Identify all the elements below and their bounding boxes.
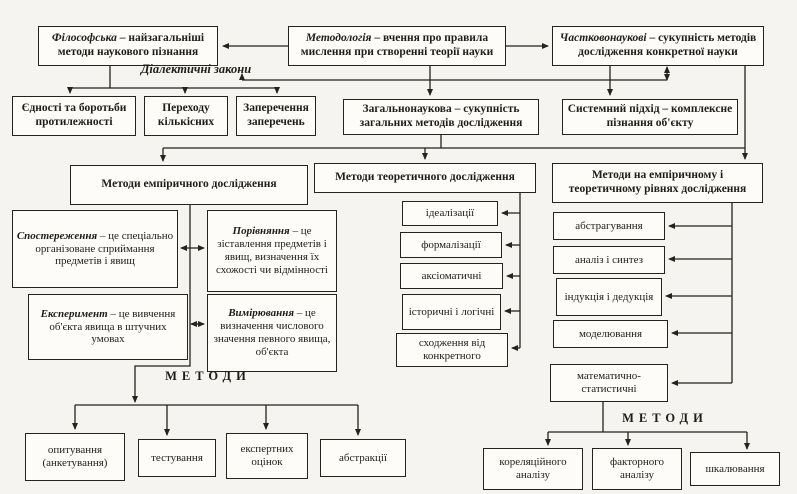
node-methodology-text: – вчення про правила мислення при створенні теорії науки xyxy=(300,32,494,58)
node-empirical-header xyxy=(70,165,308,205)
node-survey xyxy=(25,433,125,481)
node-analysis-synthesis xyxy=(553,246,665,274)
node-experiment-text: – це вивчення об'єкта явища в штучних умовах xyxy=(49,307,176,346)
node-expert-evaluation xyxy=(226,433,308,479)
node-philosophical xyxy=(38,26,218,66)
dialectic-laws-label: Діалектичні закони xyxy=(140,62,252,76)
node-ascent-from-concrete-text: сходження від конкретного xyxy=(418,337,486,362)
methods-label-right: МЕТОДИ xyxy=(622,411,708,425)
node-methodology xyxy=(288,26,506,66)
node-observation-text: – це спеціально організоване сприймання предметів і явищ xyxy=(35,229,174,268)
node-expert-evaluation-text: експертних оцінок xyxy=(240,443,294,468)
node-comparison xyxy=(207,210,337,292)
node-law-transition xyxy=(144,96,228,136)
node-specific-scientific-text: – сукупність методів дослідження конкретної науки xyxy=(578,32,757,58)
node-law-unity xyxy=(12,96,136,136)
node-testing-text: тестування xyxy=(151,451,203,464)
node-theoretical-header xyxy=(314,163,536,193)
node-measurement xyxy=(207,294,337,372)
node-scaling-text: шкалювання xyxy=(705,462,765,475)
node-theoretical-header-text: Методи теоретичного дослідження xyxy=(335,171,515,184)
node-analysis-synthesis-text: аналіз і синтез xyxy=(574,253,644,266)
node-induction-deduction xyxy=(556,278,662,316)
node-system-approach-text: Системний підхід – комплексне пізнання об'єкту xyxy=(567,103,733,129)
node-historical-logical xyxy=(402,294,501,330)
node-factor-analysis xyxy=(592,448,682,490)
node-measurement-text: – це визначення числового значення певного явища, об'єкта xyxy=(213,307,331,358)
node-modeling xyxy=(553,320,668,348)
node-philosophical-lead: Філософська xyxy=(51,32,117,45)
node-testing xyxy=(138,439,216,477)
node-correlation-analysis xyxy=(483,448,583,490)
node-math-statistical-text: математично-статистичні xyxy=(577,370,641,395)
node-idealization xyxy=(402,201,498,226)
node-experiment xyxy=(28,294,188,360)
node-law-negation-text: Заперечення заперечень xyxy=(243,102,309,128)
node-general-scientific-text: Загальнонаукова – сукупність загальних методів дослідження xyxy=(359,103,523,129)
node-comparison-text: – це зіставлення предметів і явищ, визначення їх схожості чи відмінності xyxy=(216,225,328,276)
node-observation-lead: Спостереження xyxy=(16,229,98,242)
node-abstraction-text: абстракції xyxy=(338,451,388,464)
node-formalization xyxy=(400,232,502,258)
node-modeling-text: моделювання xyxy=(578,327,643,340)
node-scaling xyxy=(690,452,780,486)
node-experiment-lead: Експеримент xyxy=(40,307,108,320)
node-observation xyxy=(12,210,178,288)
node-formalization-text: формалізації xyxy=(421,238,481,251)
node-law-negation xyxy=(236,96,316,136)
node-axiomatic-text: аксіоматичні xyxy=(421,269,482,282)
node-system-approach xyxy=(562,99,738,135)
node-induction-deduction-text: індукція і дедукція xyxy=(564,290,654,303)
node-historical-logical-text: історичні і логічні xyxy=(408,305,495,318)
node-both-levels-header xyxy=(552,163,763,203)
node-abstraction xyxy=(320,439,406,477)
node-methodology-lead: Методологія xyxy=(305,32,372,45)
node-both-levels-header-text: Методи на емпіричному і теоретичному рівнях дослідження xyxy=(568,169,747,195)
node-correlation-analysis-text: кореляційного аналізу xyxy=(499,456,567,481)
node-abstracting xyxy=(553,212,665,240)
node-idealization-text: ідеалізації xyxy=(425,207,475,220)
node-specific-scientific-lead: Частковонаукові xyxy=(559,32,647,45)
node-ascent-from-concrete xyxy=(396,333,508,367)
node-abstracting-text: абстрагування xyxy=(575,219,643,232)
node-general-scientific xyxy=(343,99,539,135)
node-empirical-header-text: Методи емпіричного дослідження xyxy=(101,178,277,191)
node-survey-text: опитування (анкетування) xyxy=(42,444,108,469)
node-specific-scientific xyxy=(552,26,764,66)
node-law-transition-text: Переходу кількісних xyxy=(157,102,215,128)
node-comparison-lead: Порівняння xyxy=(232,225,290,238)
methods-label-left: МЕТОДИ xyxy=(165,369,251,383)
node-math-statistical xyxy=(550,364,668,402)
node-axiomatic xyxy=(400,263,503,289)
node-measurement-lead: Вимірювання xyxy=(228,307,294,320)
node-philosophical-text: – найзагальніші методи наукового пізнання xyxy=(57,32,205,58)
node-factor-analysis-text: факторного аналізу xyxy=(610,456,664,481)
node-law-unity-text: Єдності та боротьби протилежності xyxy=(21,102,127,128)
